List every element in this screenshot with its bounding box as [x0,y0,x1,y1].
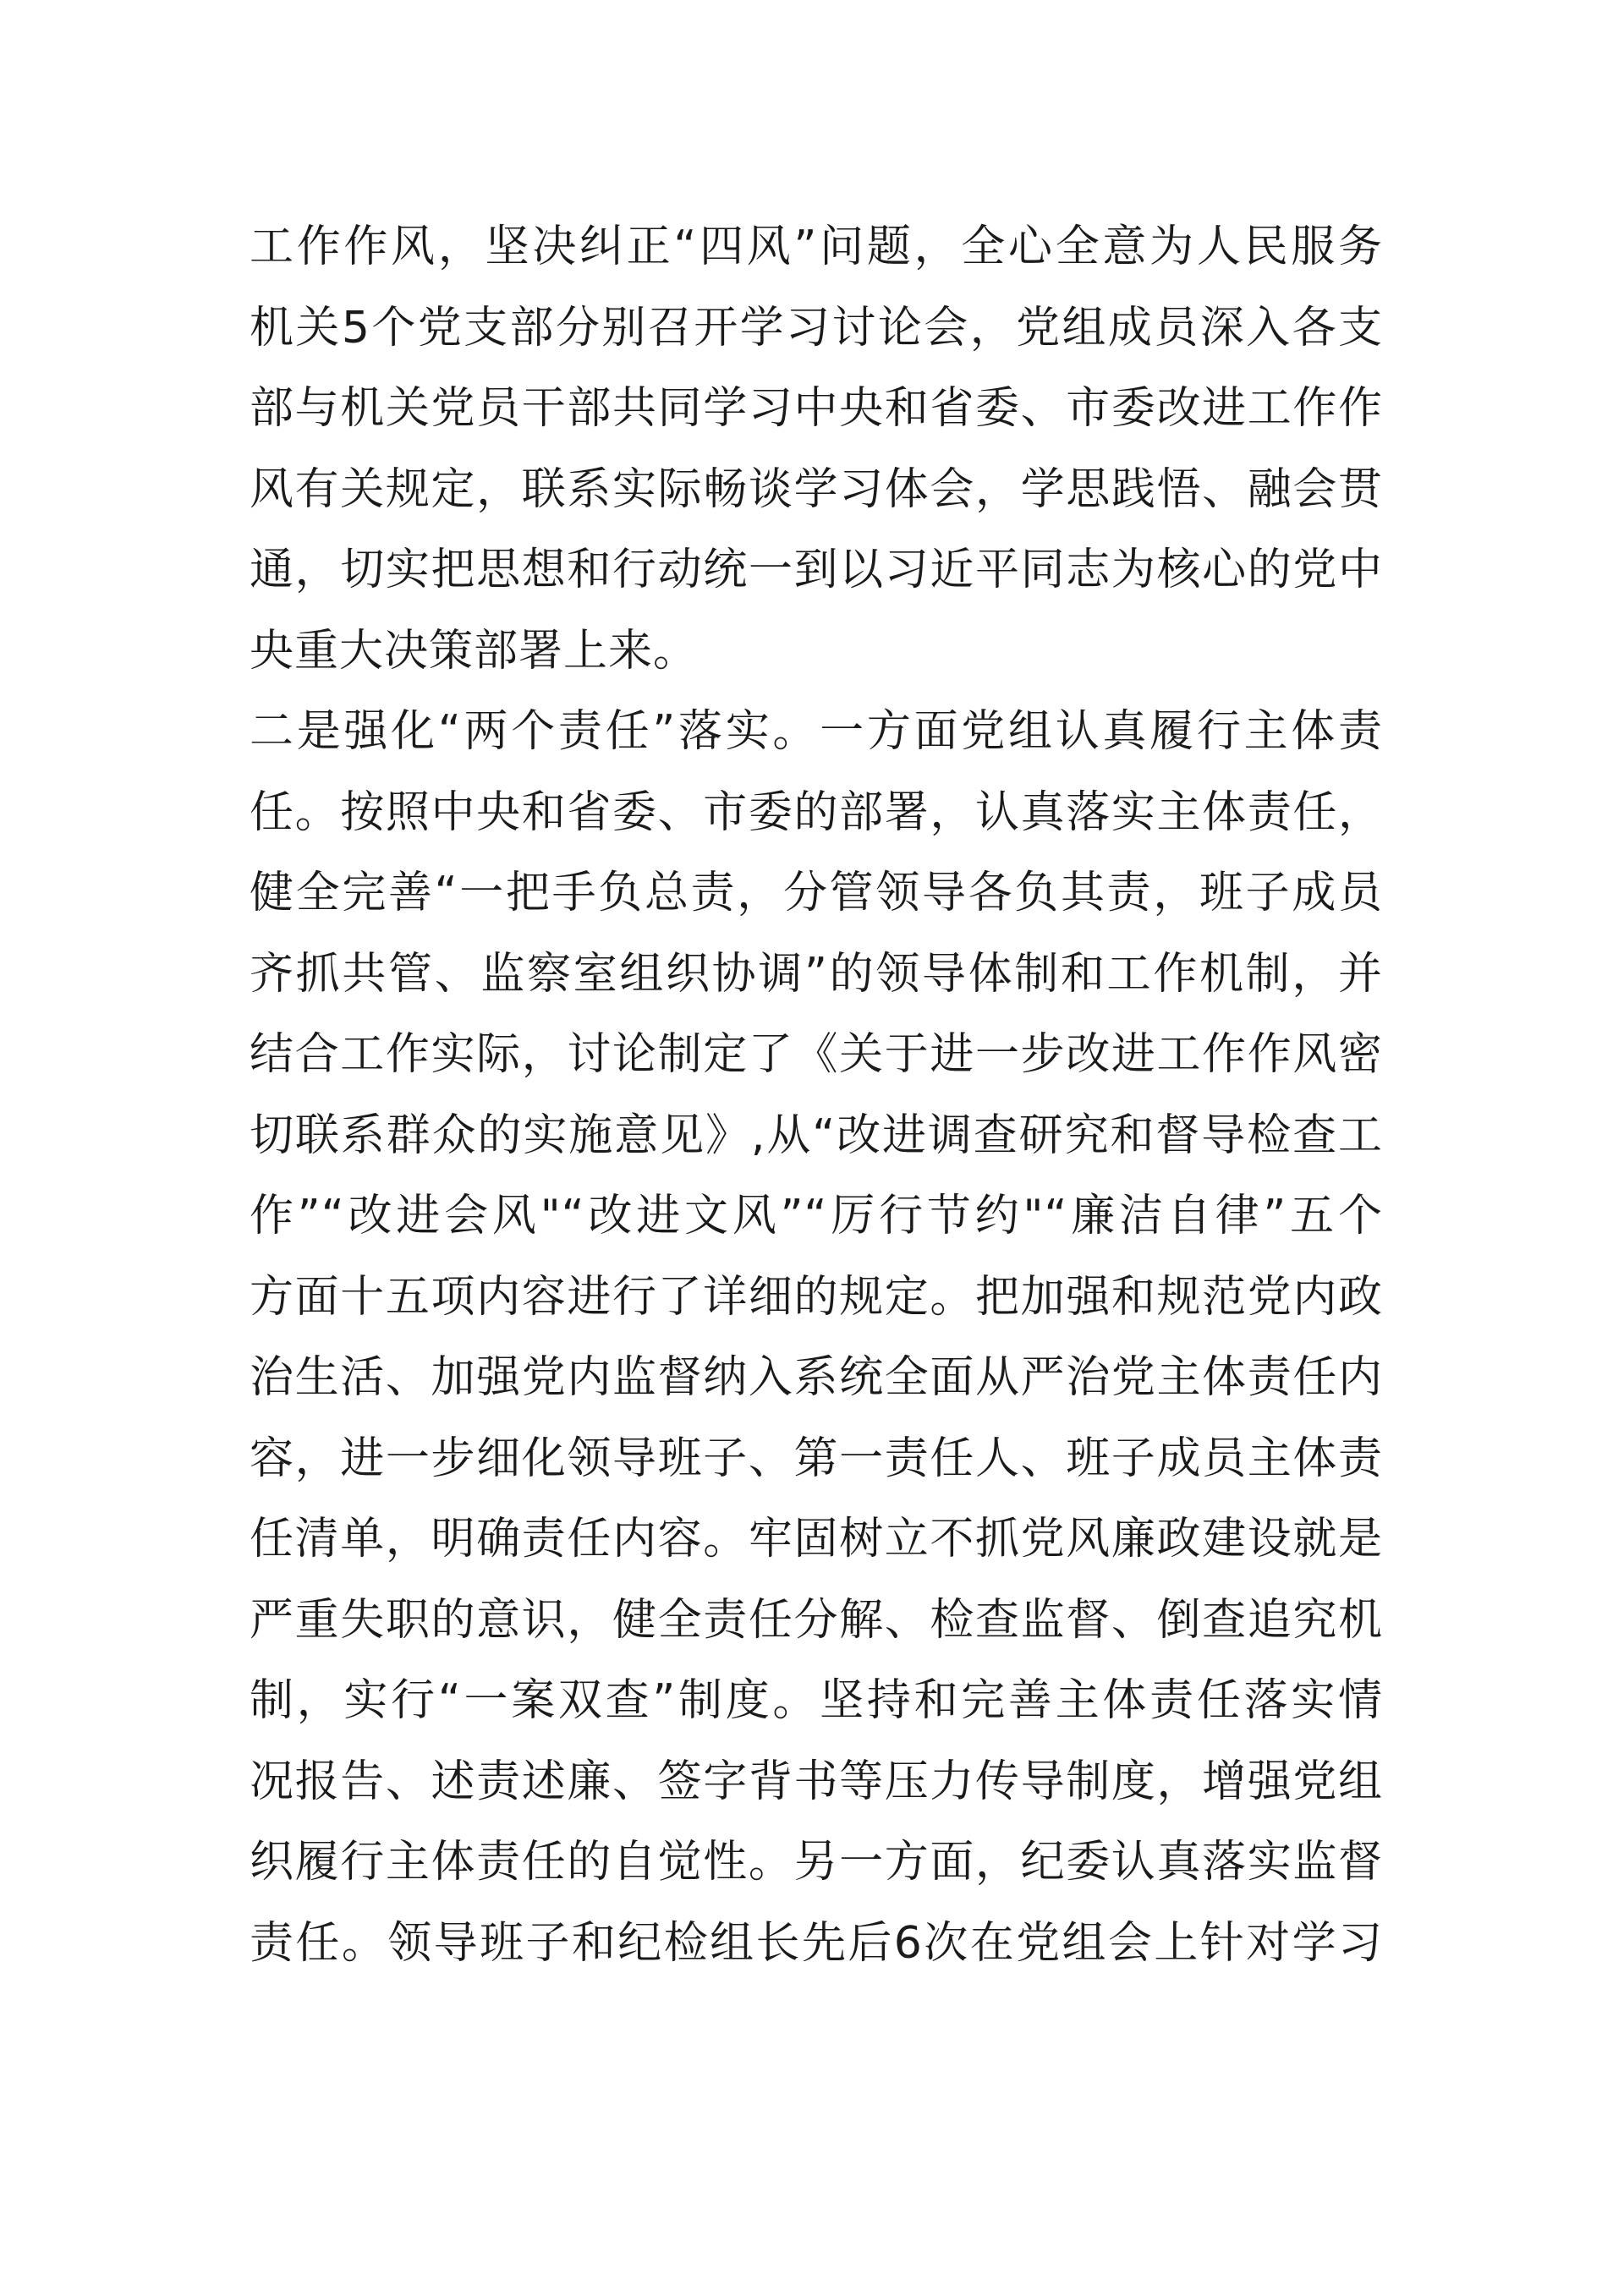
text-line-4: 风有关规定，联系实际畅谈学习体会，学思践悟、融会贯 [250,463,1383,515]
text-line-10: 齐抓共管、监察室组织协调”的领导体制和工作机制，并 [250,948,1383,1000]
text-line-9: 健全完善“一把手负总责，分管领导各负其责，班子成员 [250,868,1383,918]
text-line-2: 机关5个党支部分别召开学习讨论会，党组成员深入各支 [250,302,1383,353]
text-line-16: 容，进一步细化领导班子、第一责任人、班子成员主体责 [250,1433,1383,1484]
text-line-19: 制，实行“一案双查”制度。坚持和完善主体责任落实情 [250,1675,1383,1726]
text-line-1: 工作作风，坚决纠正“四风”问题，全心全意为人民服务 [250,222,1383,272]
text-line-13: 作”“改进会风"“改进文风”“厉行节约"“廉洁自律”五个 [250,1191,1383,1241]
body-text [250,207,1383,1984]
text-line-18: 严重失职的意识，健全责任分解、检查监督、倒查追究机 [250,1594,1383,1646]
text-line-17: 任清单，明确责任内容。牢固树立不抓党风廉政建设就是 [250,1514,1383,1564]
text-line-21: 织履行主体责任的自觉性。另一方面，纪委认真落实监督 [250,1837,1383,1888]
text-line-20: 况报告、述责述廉、签字背书等压力传导制度，增强党组 [250,1756,1383,1807]
text-line-3: 部与机关党员干部共同学习中央和省委、市委改进工作作 [250,383,1383,434]
text-line-12: 切联系群众的实施意见》,从“改进调查研究和督导检查工 [250,1110,1383,1161]
text-line-15: 治生活、加强党内监督纳入系统全面从严治党主体责任内 [250,1352,1383,1403]
text-line-7: 二是强化“两个责任”落实。一方面党组认真履行主体责 [250,706,1383,757]
text-line-6: 央重大决策部署上来。 [250,625,699,677]
text-line-5: 通，切实把思想和行动统一到以习近平同志为核心的党中 [250,545,1383,595]
text-line-22: 责任。领导班子和纪检组长先后6次在党组会上针对学习 [250,1917,1383,1969]
text-line-14: 方面十五项内容进行了详细的规定。把加强和规范党内政 [250,1271,1383,1323]
text-line-8: 任。按照中央和省委、市委的部署，认真落实主体责任， [250,786,1383,838]
text-line-11: 结合工作实际，讨论制定了《关于进一步改进工作作风密 [250,1029,1383,1080]
